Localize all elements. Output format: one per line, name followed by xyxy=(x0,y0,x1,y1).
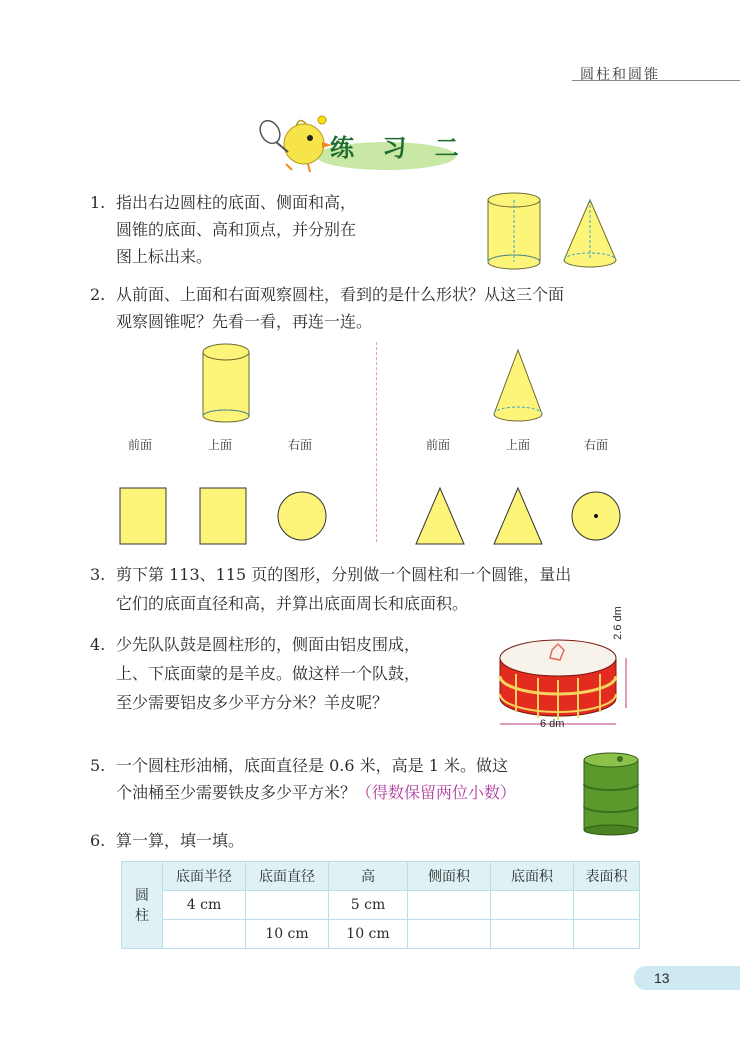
q3-line-1 xyxy=(90,565,571,585)
table-cell[interactable] xyxy=(574,891,640,920)
q1-shapes xyxy=(480,188,630,272)
q5-text-2: 个油桶至少需要铁皮多少平方米？ xyxy=(116,783,357,802)
q1-text-2: 圆锥的底面、高和顶点，并分别在 xyxy=(116,220,357,239)
q2-line-1 xyxy=(90,285,564,305)
cylinder-figure xyxy=(488,193,540,269)
row-label-char-1: 圆 xyxy=(135,888,149,904)
q6-line-1 xyxy=(90,831,244,851)
page-number: 13 xyxy=(634,966,740,990)
q5-line-2 xyxy=(116,783,516,803)
q4-text-2: 上、下底面蒙的是羊皮。做这样一个队鼓， xyxy=(116,664,421,683)
row-label-cell xyxy=(122,862,163,949)
q5-hint: （得数保留两位小数） xyxy=(356,783,517,802)
q2-text-2: 观察圆锥呢？先看一看，再连一连。 xyxy=(116,312,373,331)
table-row xyxy=(122,891,640,920)
q4-text-1: 少先队队鼓是圆柱形的，侧面由铝皮围成， xyxy=(116,635,421,654)
circle-shape-1 xyxy=(278,492,326,540)
table-cell[interactable] xyxy=(574,920,640,949)
table-row xyxy=(122,920,640,949)
header-cell: 表面积 xyxy=(574,862,640,891)
q5-number: 5. xyxy=(90,756,106,775)
table-cell[interactable] xyxy=(491,920,574,949)
header-cell: 高 xyxy=(329,862,408,891)
header-cell: 侧面积 xyxy=(408,862,491,891)
q4-number: 4. xyxy=(90,635,106,654)
ball-icon xyxy=(318,116,326,124)
chapter-title: 圆柱和圆锥 xyxy=(580,67,660,83)
q2-number: 2. xyxy=(90,285,106,304)
q2-cylinder-figure xyxy=(195,340,257,424)
table-cell[interactable] xyxy=(408,891,491,920)
table-cell[interactable] xyxy=(163,920,246,949)
q1-line-1 xyxy=(90,193,356,213)
q1-text-3: 图上标出来。 xyxy=(116,247,213,266)
chick-mascot-icon xyxy=(284,120,332,172)
drum-diameter-label: 6 dm xyxy=(540,718,565,730)
racket-icon xyxy=(256,117,288,152)
cylinder-calc-table xyxy=(121,861,640,949)
q2-text-1: 从前面、上面和右面观察圆柱，看到的是什么形状？从这三个面 xyxy=(116,285,565,304)
q2-cone-figure xyxy=(486,344,550,424)
q6-text: 算一算，填一填。 xyxy=(116,831,245,850)
view-label-top-left: 上面 xyxy=(208,438,233,452)
view-label-right-left: 右面 xyxy=(288,438,313,452)
q3-text-1: 剪下第 113、115 页的图形，分别做一个圆柱和一个圆锥，量出 xyxy=(116,565,572,584)
header-cell: 底面半径 xyxy=(163,862,246,891)
view-label-front-right: 前面 xyxy=(426,438,451,452)
table-cell[interactable]: 10 cm xyxy=(246,920,329,949)
q1-text-1: 指出右边圆柱的底面、侧面和高， xyxy=(116,193,357,212)
q5-text-1: 一个圆柱形油桶，底面直径是 0.6 米，高是 1 米。做这 xyxy=(116,756,508,775)
oil-barrel-figure xyxy=(580,752,642,836)
q5-line-1 xyxy=(90,756,508,776)
table-cell[interactable]: 10 cm xyxy=(329,920,408,949)
section-title: 练 习 二 xyxy=(330,133,469,162)
view-label-top-right: 上面 xyxy=(506,438,531,452)
table-cell[interactable] xyxy=(408,920,491,949)
header-rule xyxy=(572,80,740,81)
q3-text-2: 它们的底面直径和高，并算出底面周长和底面积。 xyxy=(116,594,469,613)
cone-figure xyxy=(564,200,616,267)
view-label-right-right: 右面 xyxy=(584,438,609,452)
q2-view-shapes xyxy=(110,480,630,552)
header-cell: 底面积 xyxy=(491,862,574,891)
row-label-char-2: 柱 xyxy=(135,908,149,924)
rectangle-shape-1 xyxy=(120,488,166,544)
q4-line-1 xyxy=(90,635,420,655)
table-cell[interactable] xyxy=(246,891,329,920)
table-cell[interactable]: 5 cm xyxy=(329,891,408,920)
q6-number: 6. xyxy=(90,831,106,850)
rectangle-shape-2 xyxy=(200,488,246,544)
table-cell[interactable]: 4 cm xyxy=(163,891,246,920)
q4-text-3: 至少需要铝皮多少平方分米？羊皮呢？ xyxy=(116,693,389,712)
table-cell[interactable] xyxy=(491,891,574,920)
q1-number: 1. xyxy=(90,193,106,212)
view-label-front-left: 前面 xyxy=(128,438,153,452)
table-header-row xyxy=(122,862,640,891)
q3-number: 3. xyxy=(90,565,106,584)
triangle-shape-1 xyxy=(416,488,464,544)
drum-height-label: 2.6 dm xyxy=(612,606,624,640)
triangle-shape-2 xyxy=(494,488,542,544)
header-cell: 底面直径 xyxy=(246,862,329,891)
